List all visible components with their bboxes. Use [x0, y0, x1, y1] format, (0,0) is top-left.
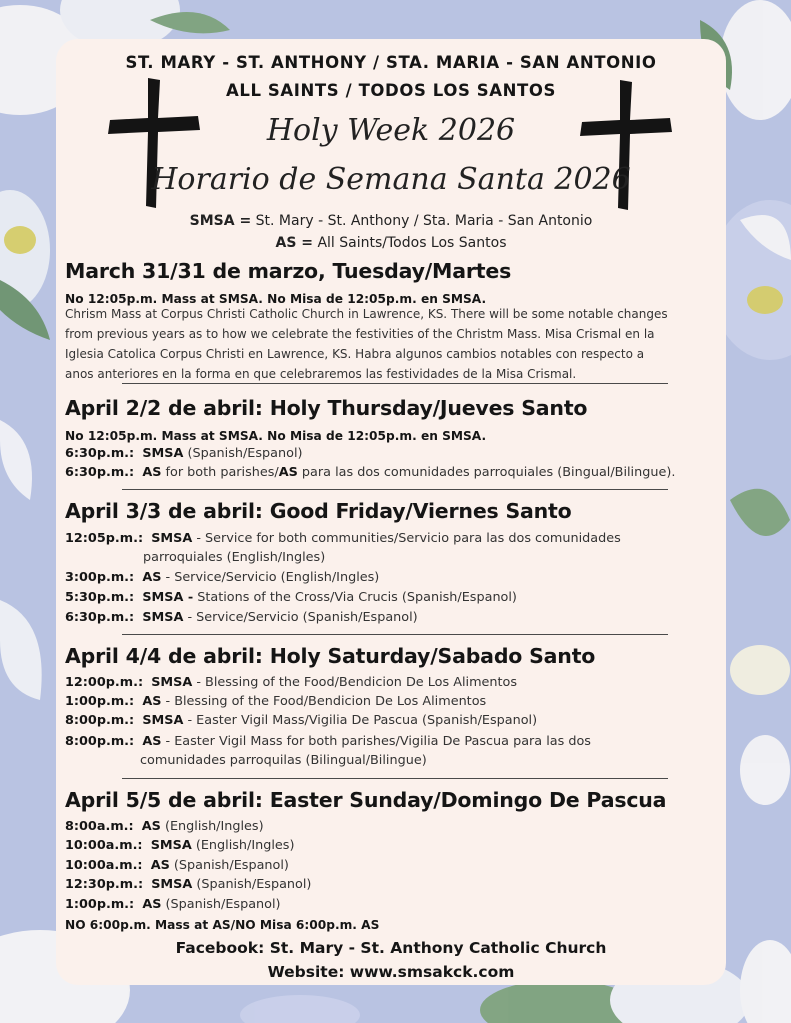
row-text: - Service/Servicio (English/Ingles): [161, 570, 380, 585]
row-parish: SMSA: [142, 713, 184, 728]
section-note: No 12:05p.m. Mass at SMSA. No Misa de 12:05p.m. en SMSA.: [65, 429, 487, 443]
legend-smsa-text: St. Mary - St. Anthony / Sta. Maria - San Antonio: [251, 213, 593, 229]
row-text: - Blessing of the Food/Bendicion De Los Alimentos: [161, 694, 487, 709]
section-title: April 2/2 de abril: Holy Thursday/Jueves Santo: [65, 396, 588, 420]
row-text: - Blessing of the Food/Bendicion De Los Alimentos: [192, 675, 518, 690]
schedule-row: [65, 734, 591, 749]
section-title: April 5/5 de abril: Easter Sunday/Domingo De Pascua: [65, 788, 667, 812]
paragraph-line: from previous years as to how we celebrate the festivities of the Christm Mass. Misa Crismal en la: [65, 327, 655, 341]
schedule-row: [65, 713, 537, 728]
row-time: 6:30p.m.:: [65, 465, 135, 480]
schedule-row: [65, 610, 418, 625]
divider: [122, 383, 668, 384]
row-parish: SMSA: [151, 675, 193, 690]
row-time: 1:00p.m.:: [65, 897, 135, 912]
row-time: 12:05p.m.:: [65, 531, 144, 546]
semana-santa-title: Horario de Semana Santa 2026: [151, 162, 631, 197]
row-text: - Service for both communities/Servicio para las dos comunidades: [192, 531, 621, 546]
row-text: (English/Ingles): [191, 838, 295, 853]
church-name-line-2: ALL SAINTS / TODOS LOS SANTOS: [225, 81, 557, 100]
schedule-row: [65, 877, 311, 892]
chrism-mass-paragraph: [65, 304, 725, 384]
row-time: 1:00p.m.:: [65, 694, 135, 709]
legend-as: [56, 235, 726, 251]
row-time: 8:00p.m.:: [65, 734, 135, 749]
row-text: (Spanish/Espanol): [161, 897, 281, 912]
website-line: Website: www.smsakck.com: [267, 963, 515, 981]
row-text: (Spanish/Espanol): [169, 858, 289, 873]
row-text: for both parishes/: [161, 465, 279, 480]
row-parish: AS: [142, 897, 162, 912]
schedule-row: [65, 694, 486, 709]
row-parish: AS: [142, 465, 162, 480]
schedule-row: [65, 675, 517, 690]
row-text: (Spanish/Espanol): [192, 877, 312, 892]
paragraph-line: Chrism Mass at Corpus Christi Catholic Church in Lawrence, KS. There will be some notable changes: [65, 307, 668, 321]
divider: [122, 634, 668, 635]
section-note: No 12:05p.m. Mass at SMSA. No Misa de 12:05p.m. en SMSA.: [65, 292, 487, 306]
legend-smsa-abbr: SMSA =: [189, 213, 252, 229]
row-parish-2: AS: [278, 465, 298, 480]
paragraph-line: anos anteriores en la forma en que celebraremos las festividades de la Misa Crismal.: [65, 367, 577, 381]
divider: [122, 489, 668, 490]
row-text: (English/Ingles): [160, 819, 264, 834]
row-parish: AS: [141, 819, 161, 834]
row-parish: SMSA: [151, 531, 193, 546]
row-time: 8:00p.m.:: [65, 713, 135, 728]
schedule-row: [65, 570, 379, 585]
section-title: April 4/4 de abril: Holy Saturday/Sabado Santo: [65, 644, 596, 668]
row-continuation: comunidades parroquilas (Bilingual/Bilingue): [140, 753, 427, 768]
row-parish: AS: [150, 858, 170, 873]
schedule-row: [65, 590, 517, 605]
section-title: March 31/31 de marzo, Tuesday/Martes: [65, 259, 512, 283]
row-time: 10:00a.m.:: [65, 838, 143, 853]
row-time: 6:30p.m.:: [65, 446, 135, 461]
row-text: - Easter Vigil Mass/Vigilia De Pascua (Spanish/Espanol): [183, 713, 538, 728]
schedule-row: [65, 531, 621, 546]
row-parish: AS: [142, 734, 162, 749]
schedule-row: [65, 446, 303, 461]
row-time: 10:00a.m.:: [65, 858, 143, 873]
row-text: - Service/Servicio (Spanish/Espanol): [183, 610, 418, 625]
row-time: 8:00a.m.:: [65, 819, 134, 834]
paragraph-line: Iglesia Catolica Corpus Christi en Lawrence, KS. Habra algunos cambios notables con respecto a: [65, 347, 645, 361]
section-note: NO 6:00p.m. Mass at AS/NO Misa 6:00p.m. AS: [65, 918, 380, 932]
row-continuation: parroquiales (English/Ingles): [143, 550, 326, 565]
section-title: April 3/3 de abril: Good Friday/Viernes Santo: [65, 499, 572, 523]
row-time: 3:00p.m.:: [65, 570, 135, 585]
row-parish: SMSA: [142, 610, 184, 625]
holy-week-title: Holy Week 2026: [266, 113, 516, 148]
row-parish: AS: [142, 694, 162, 709]
row-time: 5:30p.m.:: [65, 590, 135, 605]
schedule-row: [65, 465, 675, 480]
row-parish: SMSA: [142, 446, 184, 461]
row-parish: SMSA: [150, 838, 192, 853]
legend-smsa: [56, 213, 726, 229]
divider: [122, 778, 668, 779]
row-parish: AS: [142, 570, 162, 585]
schedule-row: [65, 897, 281, 912]
row-time: 12:00p.m.:: [65, 675, 144, 690]
schedule-row: [65, 858, 289, 873]
row-text: (Spanish/Espanol): [183, 446, 303, 461]
schedule-row: [65, 819, 264, 834]
row-text-2: para las dos comunidades parroquiales (Bingual/Bilingue).: [297, 465, 676, 480]
legend-as-text: All Saints/Todos Los Santos: [313, 235, 507, 251]
row-parish: SMSA: [151, 877, 193, 892]
legend-as-abbr: AS =: [275, 235, 314, 251]
row-time: 12:30p.m.:: [65, 877, 144, 892]
row-time: 6:30p.m.:: [65, 610, 135, 625]
row-text: Stations of the Cross/Via Crucis (Spanish/Espanol): [193, 590, 517, 605]
schedule-row: [65, 838, 294, 853]
row-text: - Easter Vigil Mass for both parishes/Vigilia De Pascua para las dos: [161, 734, 591, 749]
church-name-line: ST. MARY - ST. ANTHONY / STA. MARIA - SAN ANTONIO: [125, 53, 657, 72]
row-parish: SMSA -: [142, 590, 194, 605]
facebook-line: Facebook: St. Mary - St. Anthony Catholic Church: [175, 939, 607, 957]
